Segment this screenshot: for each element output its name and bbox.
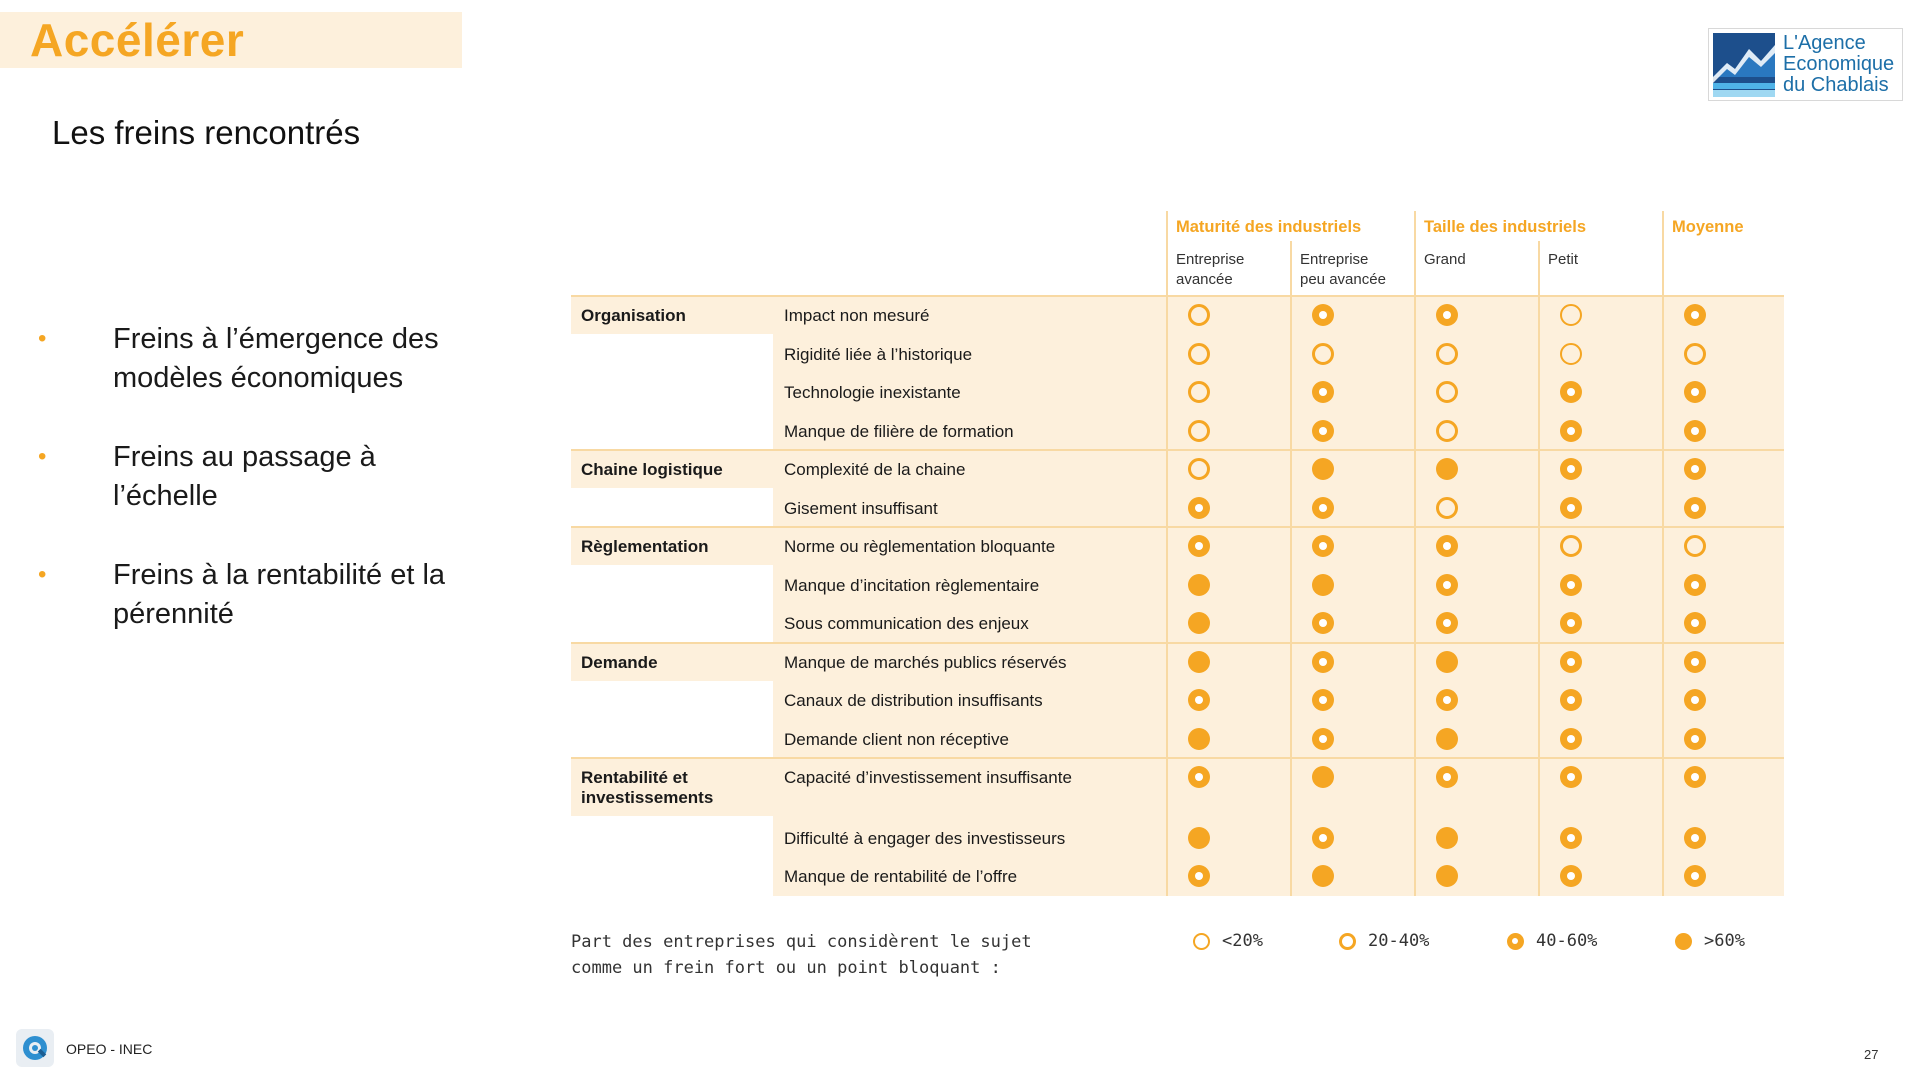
legend-description	[571, 929, 1032, 981]
circle-outline-thin-icon	[1560, 304, 1582, 326]
logo-line-1: L'Agence	[1783, 32, 1866, 54]
column-divider	[1166, 211, 1168, 896]
category-divider	[571, 449, 1784, 451]
category-label-gap	[571, 334, 773, 450]
circle-filled-icon	[1436, 827, 1458, 849]
circle-dotted-icon	[1507, 933, 1524, 950]
column-header-less-advanced	[1300, 250, 1410, 290]
circle-dotted-icon	[1436, 766, 1458, 788]
circle-filled-icon	[1188, 574, 1210, 596]
legend-label: >60%	[1704, 931, 1745, 951]
bullet-list	[38, 320, 478, 674]
circle-dotted-icon	[1312, 420, 1334, 442]
bullet-item	[38, 556, 478, 634]
circle-filled-icon	[1312, 574, 1334, 596]
circle-outline-icon	[1560, 535, 1582, 557]
circle-dotted-icon	[1684, 612, 1706, 634]
legend-text-line: comme un frein fort ou un point bloquant :	[571, 958, 1001, 978]
group-header-maturity: Maturité des industriels	[1176, 218, 1362, 236]
circle-filled-icon	[1188, 827, 1210, 849]
circle-dotted-icon	[1684, 497, 1706, 519]
legend-item-high	[1675, 931, 1745, 951]
circle-dotted-icon	[1436, 304, 1458, 326]
circle-outline-icon	[1312, 343, 1334, 365]
circle-dotted-icon	[1188, 865, 1210, 887]
circle-dotted-icon	[1560, 420, 1582, 442]
column-header-line: Entreprise	[1176, 251, 1245, 268]
brake-row-label: Manque de filière de formation	[784, 421, 1014, 441]
category-label-line: Rentabilité et	[581, 768, 688, 787]
circle-outline-icon	[1188, 381, 1210, 403]
legend-item-mid-low	[1339, 931, 1429, 951]
logo-line-2: Economique	[1783, 53, 1895, 75]
circle-dotted-icon	[1436, 689, 1458, 711]
circle-dotted-icon	[1436, 574, 1458, 596]
legend-item-low	[1193, 931, 1263, 951]
circle-outline-icon	[1188, 304, 1210, 326]
circle-dotted-icon	[1684, 420, 1706, 442]
circle-dotted-icon	[1684, 304, 1706, 326]
brakes-table	[571, 211, 1784, 891]
category-label-gap	[571, 488, 773, 527]
column-header-line: Petit	[1548, 251, 1579, 268]
agency-logo-text	[1783, 33, 1894, 96]
bullet-dot-icon: •	[38, 443, 47, 470]
circle-dotted-icon	[1560, 728, 1582, 750]
circle-filled-icon	[1188, 728, 1210, 750]
circle-filled-icon	[1312, 458, 1334, 480]
slide-subtitle: Les freins rencontrés	[52, 114, 361, 151]
circle-filled-icon	[1436, 728, 1458, 750]
column-header-line: avancée	[1176, 271, 1233, 288]
brake-row-label: Sous communication des enjeux	[784, 614, 1029, 633]
category-divider	[571, 526, 1784, 528]
category-label-line: Chaine logistique	[581, 460, 723, 479]
category-divider	[571, 642, 1784, 644]
legend-label: 40-60%	[1536, 931, 1598, 951]
circle-dotted-icon	[1560, 612, 1582, 634]
circle-dotted-icon	[1560, 766, 1582, 788]
slide-title: Accélérer	[30, 14, 245, 66]
column-header-small	[1548, 250, 1658, 270]
category-label-gap	[571, 816, 773, 896]
circle-dotted-icon	[1684, 381, 1706, 403]
circle-outline-icon	[1436, 343, 1458, 365]
circle-dotted-icon	[1312, 304, 1334, 326]
circle-dotted-icon	[1684, 766, 1706, 788]
column-header-line: Entreprise	[1300, 251, 1369, 268]
circle-filled-icon	[1436, 865, 1458, 887]
category-label	[581, 460, 761, 480]
circle-dotted-icon	[1188, 535, 1210, 557]
bullet-item	[38, 320, 478, 398]
circle-dotted-icon	[1188, 497, 1210, 519]
circle-dotted-icon	[1436, 535, 1458, 557]
circle-filled-icon	[1436, 458, 1458, 480]
column-header-line: Grand	[1424, 251, 1466, 268]
column-divider	[1290, 241, 1292, 896]
circle-outline-icon	[1436, 420, 1458, 442]
brake-row-label: Gisement insuffisant	[784, 498, 938, 518]
category-label-gap	[571, 681, 773, 759]
bullet-text-line: Freins au passage à	[113, 441, 376, 473]
circle-dotted-icon	[1560, 689, 1582, 711]
brakes-table-grid	[571, 211, 1784, 891]
circle-dotted-icon	[1312, 535, 1334, 557]
circle-outline-icon	[1188, 458, 1210, 480]
circle-outline-thin-icon	[1560, 343, 1582, 365]
column-header-line: peu avancée	[1300, 271, 1386, 288]
legend-item-mid-high	[1507, 931, 1597, 951]
column-divider	[1538, 241, 1540, 896]
page-number: 27	[1864, 1047, 1879, 1062]
circle-filled-icon	[1436, 651, 1458, 673]
bullet-item	[38, 438, 478, 516]
footer-label: OPEO - INEC	[66, 1041, 153, 1057]
circle-outline-icon	[1436, 381, 1458, 403]
category-label-line: investissements	[581, 788, 714, 807]
legend-text-line: Part des entreprises qui considèrent le sujet	[571, 932, 1032, 952]
brake-row-label: Manque d’incitation règlementaire	[784, 575, 1040, 595]
agency-logo	[1708, 28, 1903, 101]
circle-dotted-icon	[1560, 827, 1582, 849]
circle-dotted-icon	[1188, 766, 1210, 788]
circle-dotted-icon	[1560, 458, 1582, 480]
brake-row-label: Difficulté à engager des investisseurs	[784, 828, 1066, 848]
column-header-advanced	[1176, 250, 1286, 290]
opeo-logo-icon	[16, 1029, 54, 1067]
circle-dotted-icon	[1684, 651, 1706, 673]
circle-dotted-icon	[1684, 458, 1706, 480]
circle-outline-icon	[1684, 343, 1706, 365]
circle-dotted-icon	[1312, 827, 1334, 849]
legend-label: <20%	[1222, 931, 1263, 951]
category-label	[581, 768, 761, 808]
logo-line-3: du Chablais	[1783, 74, 1889, 96]
circle-outline-icon	[1188, 420, 1210, 442]
circle-dotted-icon	[1436, 612, 1458, 634]
circle-filled-icon	[1675, 933, 1692, 950]
circle-dotted-icon	[1312, 612, 1334, 634]
circle-dotted-icon	[1684, 865, 1706, 887]
circle-dotted-icon	[1684, 689, 1706, 711]
circle-filled-icon	[1188, 651, 1210, 673]
legend	[571, 929, 1771, 989]
category-label-line: Demande	[581, 652, 658, 672]
brake-row-label: Demande client non réceptive	[784, 729, 1009, 749]
brake-row-label: Manque de marchés publics réservés	[784, 652, 1067, 672]
brake-row-label: Technologie inexistante	[784, 383, 961, 402]
legend-label: 20-40%	[1368, 931, 1430, 951]
bullet-text-line: pérennité	[113, 598, 234, 630]
title-band	[0, 12, 462, 68]
bullet-text-line: l’échelle	[113, 480, 218, 512]
brake-row-label: Complexité de la chaine	[784, 460, 966, 479]
circle-dotted-icon	[1312, 728, 1334, 750]
circle-dotted-icon	[1312, 689, 1334, 711]
bullet-text-line: modèles économiques	[113, 362, 404, 394]
circle-outline-icon	[1188, 343, 1210, 365]
group-header-average: Moyenne	[1672, 218, 1744, 236]
column-header-large	[1424, 250, 1534, 270]
circle-dotted-icon	[1684, 728, 1706, 750]
circle-dotted-icon	[1560, 381, 1582, 403]
circle-dotted-icon	[1684, 574, 1706, 596]
circle-dotted-icon	[1312, 381, 1334, 403]
circle-dotted-icon	[1560, 574, 1582, 596]
category-label	[581, 653, 761, 673]
brake-row-label: Manque de rentabilité de l’offre	[784, 867, 1018, 886]
circle-dotted-icon	[1188, 689, 1210, 711]
category-label	[581, 306, 761, 326]
brake-row-label: Impact non mesuré	[784, 306, 930, 325]
brake-row-label: Norme ou règlementation bloquante	[784, 537, 1056, 556]
brake-row-label: Rigidité liée à l’historique	[784, 344, 973, 364]
circle-dotted-icon	[1312, 651, 1334, 673]
bullet-text-line: Freins à la rentabilité et la	[113, 559, 446, 591]
opeo-mark-icon	[21, 1034, 49, 1062]
bullet-dot-icon: •	[38, 561, 47, 588]
mountain-logo-icon	[1713, 33, 1775, 97]
bullet-text-line: Freins à l’émergence des	[113, 323, 439, 355]
circle-filled-icon	[1312, 865, 1334, 887]
category-divider	[571, 757, 1784, 759]
circle-dotted-icon	[1684, 827, 1706, 849]
circle-outline-icon	[1436, 497, 1458, 519]
circle-dotted-icon	[1560, 865, 1582, 887]
category-label-line: Organisation	[581, 306, 686, 325]
circle-dotted-icon	[1560, 497, 1582, 519]
circle-dotted-icon	[1560, 651, 1582, 673]
brake-row-label: Capacité d’investissement insuffisante	[784, 768, 1072, 787]
category-label-gap	[571, 565, 773, 643]
category-label-line: Règlementation	[581, 537, 709, 556]
circle-dotted-icon	[1312, 497, 1334, 519]
column-divider	[1662, 211, 1664, 896]
circle-outline-thin-icon	[1193, 933, 1210, 950]
column-divider	[1414, 211, 1416, 896]
brake-row-label: Canaux de distribution insuffisants	[784, 691, 1043, 710]
category-label	[581, 537, 761, 557]
bullet-dot-icon: •	[38, 325, 47, 352]
circle-filled-icon	[1188, 612, 1210, 634]
circle-filled-icon	[1312, 766, 1334, 788]
group-header-size: Taille des industriels	[1424, 218, 1586, 236]
circle-outline-icon	[1339, 933, 1356, 950]
circle-outline-icon	[1684, 535, 1706, 557]
table-header-divider	[571, 295, 1784, 297]
